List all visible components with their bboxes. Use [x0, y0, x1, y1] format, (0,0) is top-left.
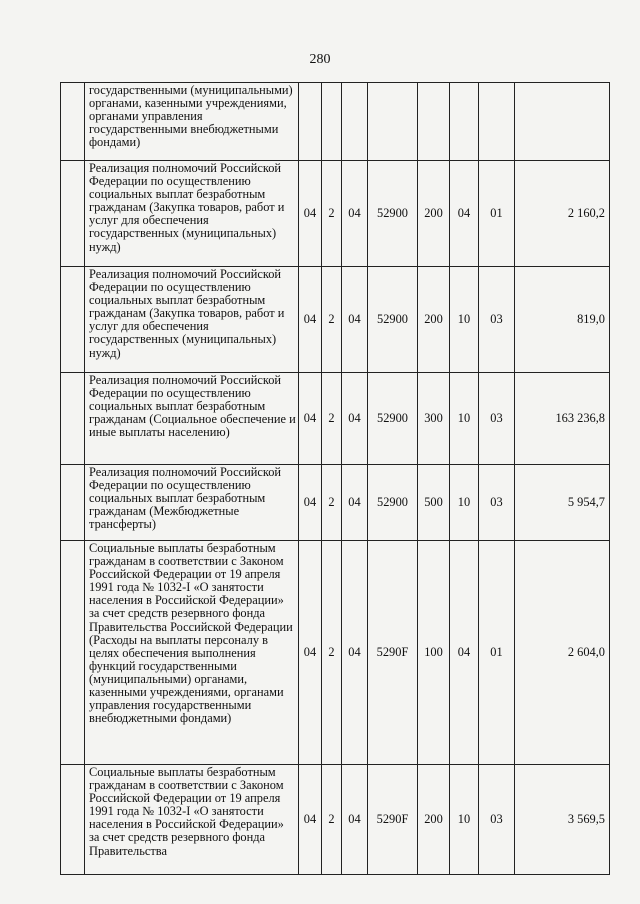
code-cell: 5290F: [368, 765, 418, 875]
table-row: [61, 373, 610, 465]
code-cell: 52900: [368, 465, 418, 541]
code-cell: 200: [418, 765, 450, 875]
amount-cell: 2 604,0: [515, 541, 610, 765]
row-description: Реализация полномочий Российской Федерации по осуществлению социальных выплат безработным гражданам (Социальное обеспечение и иные выплаты населению): [85, 373, 299, 465]
code-cell: 2: [322, 765, 342, 875]
code-cell: 03: [479, 373, 515, 465]
margin-cell: [61, 373, 85, 465]
code-cell: 04: [299, 765, 322, 875]
code-cell: [479, 83, 515, 161]
amount-cell: 3 569,5: [515, 765, 610, 875]
row-description: государственными (муниципальными) органами, казенными учреждениями, органами управления государственными внебюджетными фондами): [85, 83, 299, 161]
code-cell: [418, 83, 450, 161]
row-description: Социальные выплаты безработным гражданам в соответствии с Законом Российской Федерации от 19 апреля 1991 года № 1032-I «О занятости населения в Российской Федерации» за счет средств резервного фонда Правительства: [85, 765, 299, 875]
amount-cell: 2 160,2: [515, 161, 610, 267]
code-cell: 100: [418, 541, 450, 765]
amount-cell: 819,0: [515, 267, 610, 373]
table-row: [61, 83, 610, 161]
code-cell: 04: [342, 267, 368, 373]
table-row: [61, 465, 610, 541]
margin-cell: [61, 765, 85, 875]
code-cell: 2: [322, 465, 342, 541]
code-cell: 10: [450, 267, 479, 373]
code-cell: 2: [322, 267, 342, 373]
code-cell: 04: [342, 765, 368, 875]
table-row: [61, 161, 610, 267]
code-cell: 04: [342, 161, 368, 267]
code-cell: 01: [479, 161, 515, 267]
code-cell: 10: [450, 373, 479, 465]
row-description: Социальные выплаты безработным гражданам в соответствии с Законом Российской Федерации от 19 апреля 1991 года № 1032-I «О занятости населения в Российской Федерации» за счет средств резервного фонда Правительства Российской Федерации (Расходы на выплаты персоналу в целях обеспечения выполнения функций государственными (муниципальными) органами, казенными учреждениями, органами управления государственными внебюджетными фондами): [85, 541, 299, 765]
margin-cell: [61, 465, 85, 541]
table-row: [61, 267, 610, 373]
code-cell: [368, 83, 418, 161]
code-cell: [322, 83, 342, 161]
amount-cell: 163 236,8: [515, 373, 610, 465]
code-cell: 03: [479, 465, 515, 541]
code-cell: 52900: [368, 267, 418, 373]
code-cell: 03: [479, 765, 515, 875]
code-cell: [450, 83, 479, 161]
code-cell: 04: [299, 267, 322, 373]
row-description: Реализация полномочий Российской Федерации по осуществлению социальных выплат безработным гражданам (Закупка товаров, работ и услуг для обеспечения государственных (муниципальных) нужд): [85, 267, 299, 373]
amount-cell: [515, 83, 610, 161]
code-cell: 04: [450, 161, 479, 267]
code-cell: 200: [418, 267, 450, 373]
margin-cell: [61, 541, 85, 765]
page-number: 280: [309, 52, 331, 67]
table-row: [61, 765, 610, 875]
row-description: Реализация полномочий Российской Федерации по осуществлению социальных выплат безработным гражданам (Межбюджетные трансферты): [85, 465, 299, 541]
code-cell: 2: [322, 541, 342, 765]
code-cell: 300: [418, 373, 450, 465]
code-cell: 04: [299, 465, 322, 541]
code-cell: 04: [342, 541, 368, 765]
code-cell: 10: [450, 465, 479, 541]
margin-cell: [61, 161, 85, 267]
code-cell: 04: [299, 161, 322, 267]
code-cell: 04: [450, 541, 479, 765]
code-cell: 5290F: [368, 541, 418, 765]
code-cell: 52900: [368, 161, 418, 267]
table-row: [61, 541, 610, 765]
code-cell: 2: [322, 373, 342, 465]
code-cell: 200: [418, 161, 450, 267]
row-description: Реализация полномочий Российской Федерации по осуществлению социальных выплат безработным гражданам (Закупка товаров, работ и услуг для обеспечения государственных (муниципальных) нужд): [85, 161, 299, 267]
code-cell: 04: [342, 373, 368, 465]
code-cell: 52900: [368, 373, 418, 465]
budget-table: [60, 82, 610, 875]
code-cell: 2: [322, 161, 342, 267]
code-cell: 10: [450, 765, 479, 875]
code-cell: 04: [342, 465, 368, 541]
code-cell: 03: [479, 267, 515, 373]
margin-cell: [61, 267, 85, 373]
code-cell: 04: [299, 541, 322, 765]
code-cell: [342, 83, 368, 161]
code-cell: 500: [418, 465, 450, 541]
code-cell: 04: [299, 373, 322, 465]
code-cell: 01: [479, 541, 515, 765]
code-cell: [299, 83, 322, 161]
amount-cell: 5 954,7: [515, 465, 610, 541]
margin-cell: [61, 83, 85, 161]
